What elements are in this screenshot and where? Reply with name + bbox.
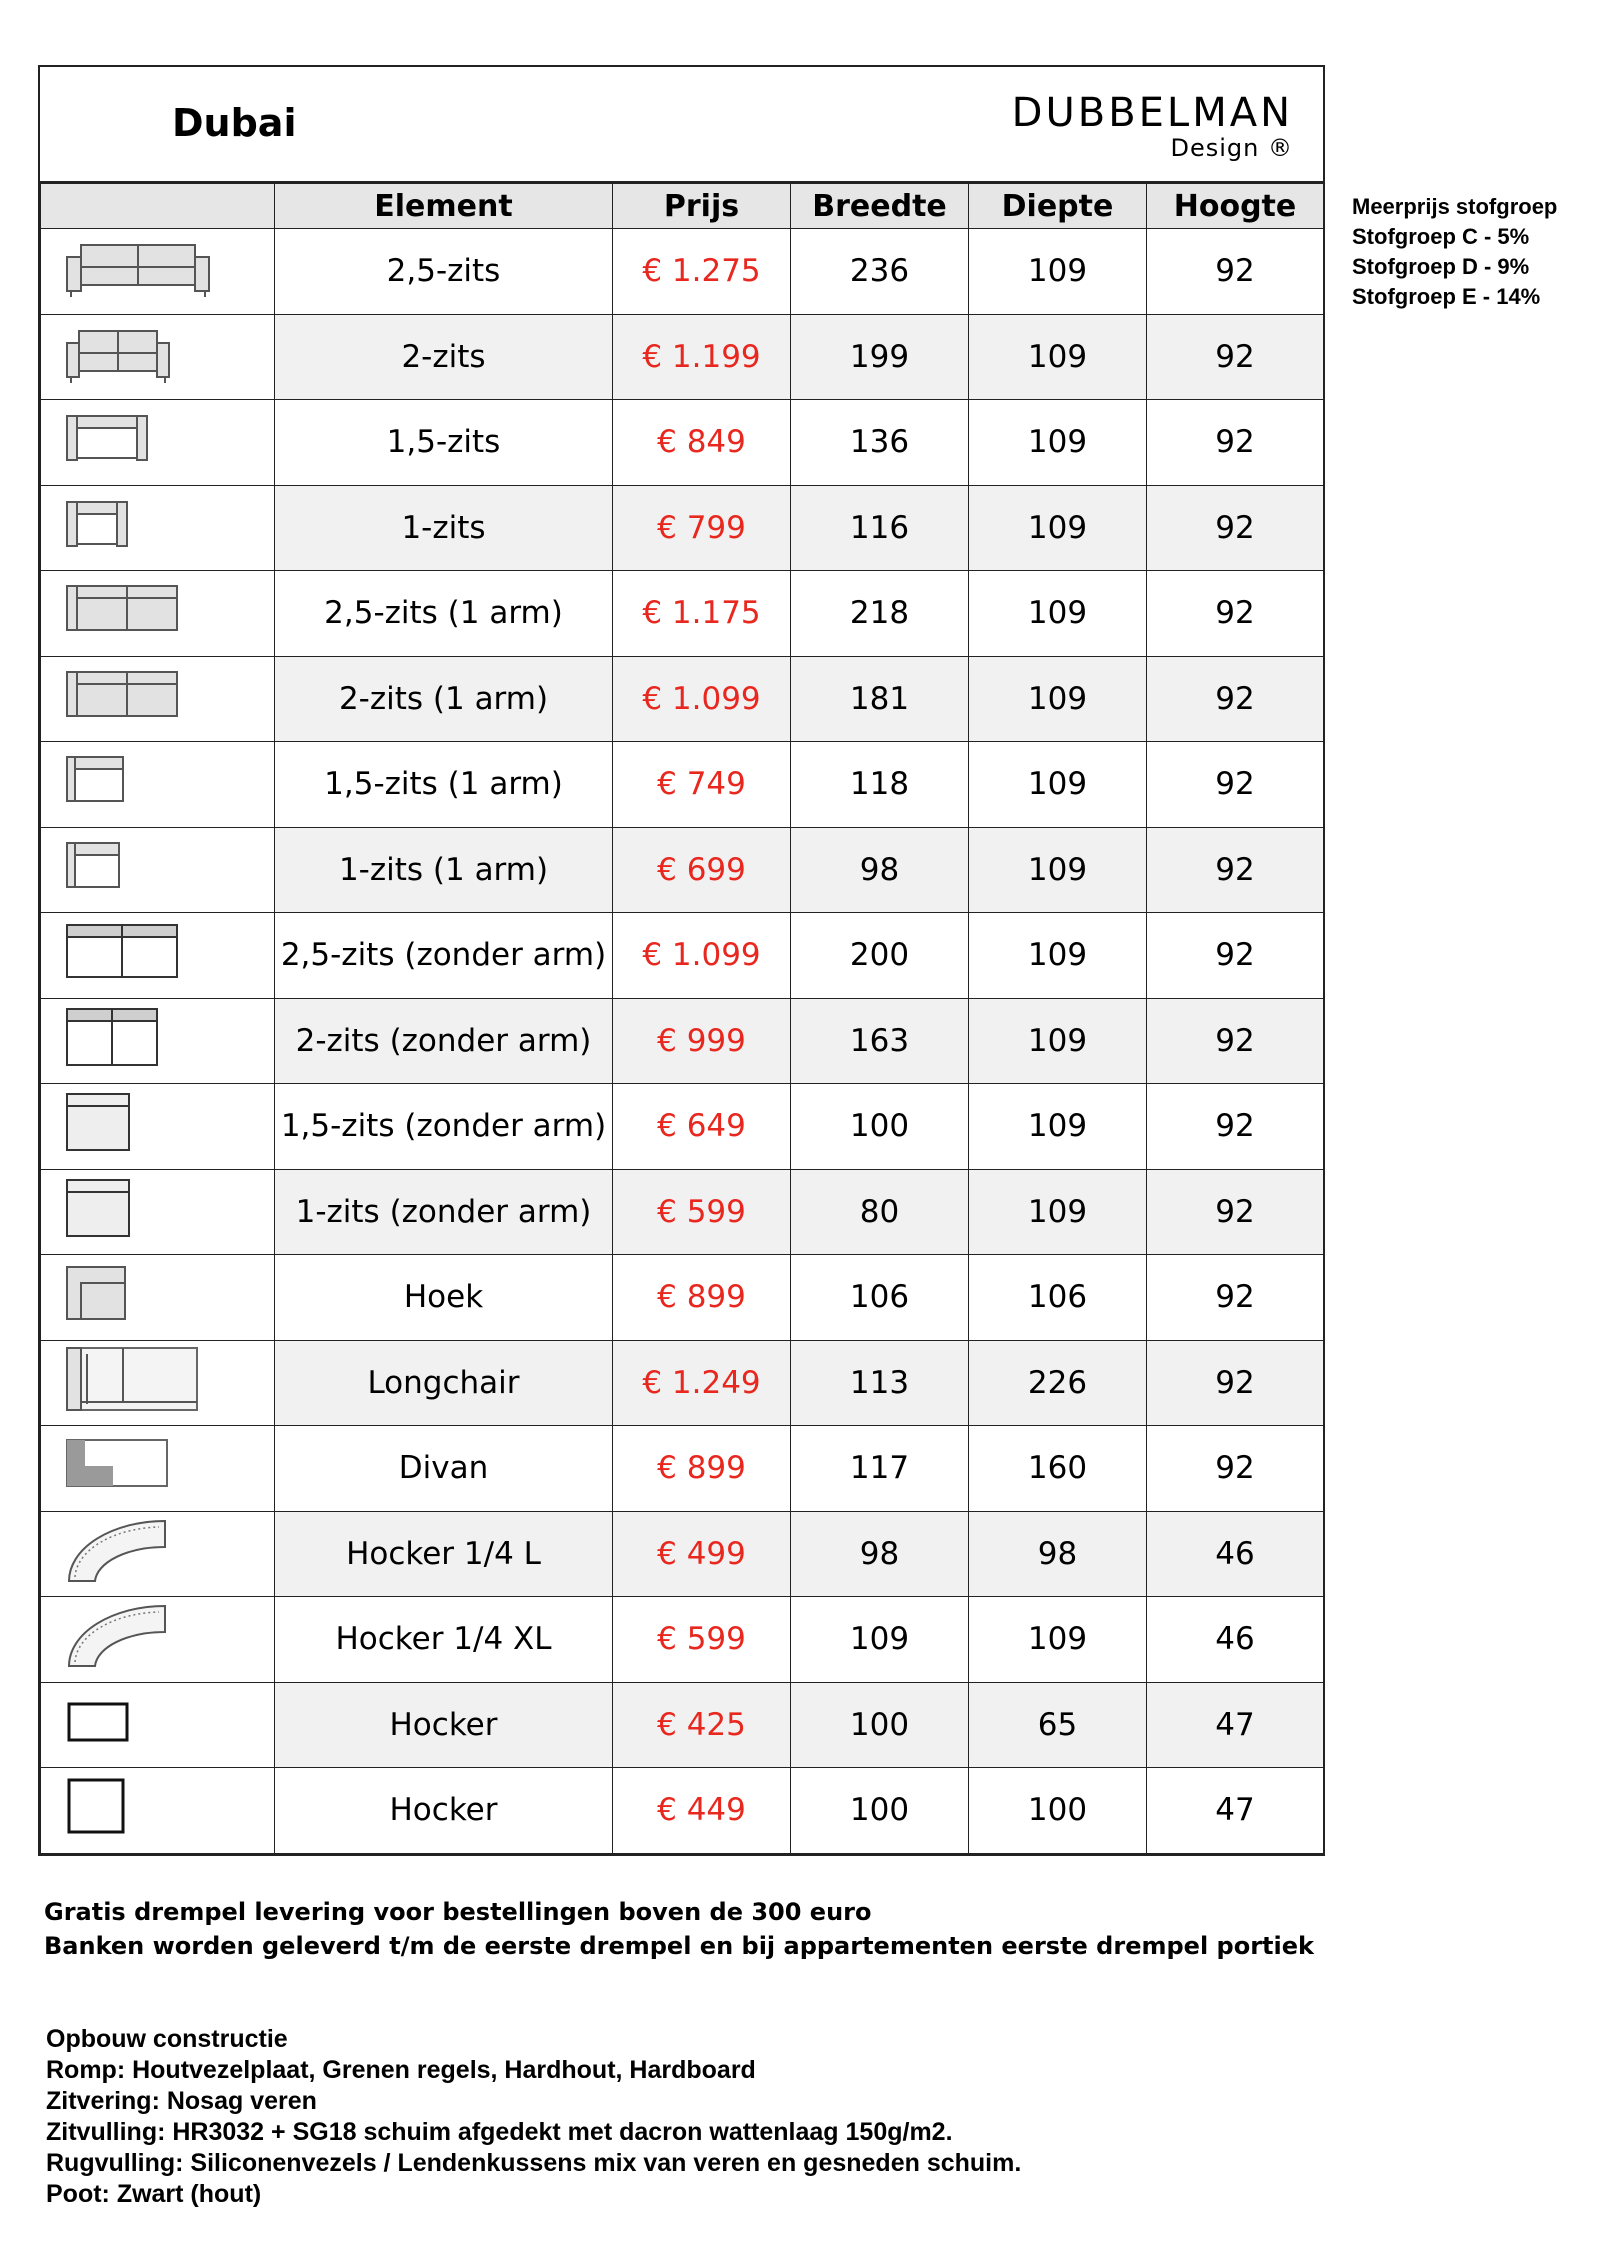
element-width: 163 [791, 998, 969, 1084]
surcharge-line: Stofgroep E - 14% [1352, 284, 1541, 309]
element-price: € 799 [613, 485, 791, 571]
element-icon-cell [41, 742, 275, 828]
element-height: 47 [1147, 1768, 1324, 1854]
table-row [41, 1682, 1324, 1768]
element-name: 2-zits [275, 314, 613, 400]
element-name: Hocker [275, 1682, 613, 1768]
element-name: Hocker 1/4 L [275, 1511, 613, 1597]
sofa-2-5-seat-icon [63, 235, 213, 307]
element-depth: 109 [969, 998, 1147, 1084]
element-name: 1,5-zits [275, 400, 613, 486]
element-depth: 109 [969, 571, 1147, 657]
table-row [41, 1597, 1324, 1683]
element-height: 92 [1147, 998, 1324, 1084]
sofa-1-5-seat-armless-icon [63, 1090, 133, 1162]
brand-logo-name: DUBBELMAN [1011, 90, 1293, 136]
model-title: Dubai [172, 101, 297, 145]
table-row [41, 1426, 1324, 1512]
element-width: 116 [791, 485, 969, 571]
element-price: € 649 [613, 1084, 791, 1170]
element-icon-cell [41, 913, 275, 999]
element-name: 1-zits (zonder arm) [275, 1169, 613, 1255]
construction-line: Zitvering: Nosag veren [46, 2087, 317, 2115]
table-row [41, 1511, 1324, 1597]
element-height: 92 [1147, 742, 1324, 828]
element-name: 1-zits (1 arm) [275, 827, 613, 913]
element-width: 199 [791, 314, 969, 400]
table-row [41, 1340, 1324, 1426]
table-row [41, 827, 1324, 913]
column-header-icon [41, 184, 275, 229]
element-price: € 499 [613, 1511, 791, 1597]
element-depth: 100 [969, 1768, 1147, 1854]
element-width: 109 [791, 1597, 969, 1683]
element-depth: 98 [969, 1511, 1147, 1597]
sofa-1-5-seat-icon [63, 410, 153, 474]
element-width: 236 [791, 229, 969, 315]
element-depth: 226 [969, 1340, 1147, 1426]
construction-line: Rugvulling: Siliconenvezels / Lendenkussens mix van veren en gesneden schuim. [46, 2149, 1022, 2177]
element-height: 92 [1147, 314, 1324, 400]
element-depth: 109 [969, 229, 1147, 315]
table-row [41, 1255, 1324, 1341]
element-price: € 749 [613, 742, 791, 828]
fabric-surcharge-info [1352, 192, 1557, 312]
table-row [41, 314, 1324, 400]
element-width: 98 [791, 827, 969, 913]
construction-info [46, 2024, 1021, 2210]
element-price: € 699 [613, 827, 791, 913]
element-width: 100 [791, 1768, 969, 1854]
element-width: 200 [791, 913, 969, 999]
element-icon-cell [41, 400, 275, 486]
divan-icon [63, 1436, 173, 1500]
sofa-1-seat-icon [63, 496, 133, 560]
element-name: 1,5-zits (zonder arm) [275, 1084, 613, 1170]
element-depth: 65 [969, 1682, 1147, 1768]
element-icon-cell [41, 998, 275, 1084]
table-body [41, 229, 1324, 1854]
element-width: 80 [791, 1169, 969, 1255]
sofa-1-seat-armless-icon [63, 1176, 133, 1248]
element-width: 181 [791, 656, 969, 742]
column-header-price: Prijs [613, 184, 791, 229]
element-depth: 106 [969, 1255, 1147, 1341]
element-price: € 999 [613, 998, 791, 1084]
element-height: 92 [1147, 1084, 1324, 1170]
element-price: € 449 [613, 1768, 791, 1854]
sofa-2-5-seat-armless-icon [63, 921, 183, 989]
column-header-element: Element [275, 184, 613, 229]
element-width: 136 [791, 400, 969, 486]
element-icon-cell [41, 827, 275, 913]
element-name: Hoek [275, 1255, 613, 1341]
element-depth: 109 [969, 827, 1147, 913]
column-header-width: Breedte [791, 184, 969, 229]
delivery-note: Banken worden geleverd t/m de eerste drempel en bij appartementen eerste drempel portiek [44, 1932, 1314, 1960]
hocker-quarter-l-icon [63, 1515, 173, 1593]
table-row [41, 913, 1324, 999]
element-width: 100 [791, 1682, 969, 1768]
element-icon-cell [41, 1340, 275, 1426]
element-width: 98 [791, 1511, 969, 1597]
element-name: 2-zits (1 arm) [275, 656, 613, 742]
element-height: 92 [1147, 1255, 1324, 1341]
price-sheet [38, 65, 1325, 1856]
element-height: 47 [1147, 1682, 1324, 1768]
element-depth: 109 [969, 1597, 1147, 1683]
element-icon-cell [41, 485, 275, 571]
element-depth: 109 [969, 400, 1147, 486]
column-header-depth: Diepte [969, 184, 1147, 229]
element-depth: 160 [969, 1426, 1147, 1512]
price-table [40, 183, 1324, 1854]
element-name: Hocker [275, 1768, 613, 1854]
construction-heading: Opbouw constructie [46, 2025, 288, 2053]
element-width: 117 [791, 1426, 969, 1512]
element-icon-cell [41, 1084, 275, 1170]
element-height: 92 [1147, 571, 1324, 657]
element-height: 92 [1147, 656, 1324, 742]
element-name: 1,5-zits (1 arm) [275, 742, 613, 828]
element-name: Hocker 1/4 XL [275, 1597, 613, 1683]
element-depth: 109 [969, 1084, 1147, 1170]
sofa-1-seat-one-arm-icon [63, 839, 133, 901]
element-height: 92 [1147, 485, 1324, 571]
element-depth: 109 [969, 913, 1147, 999]
element-icon-cell [41, 1682, 275, 1768]
element-name: 2,5-zits [275, 229, 613, 315]
surcharge-title: Meerprijs stofgroep [1352, 194, 1558, 219]
element-width: 113 [791, 1340, 969, 1426]
element-name: 1-zits [275, 485, 613, 571]
element-height: 92 [1147, 1169, 1324, 1255]
element-price: € 425 [613, 1682, 791, 1768]
construction-line: Zitvulling: HR3032 + SG18 schuim afgedekt met dacron wattenlaag 150g/m2. [46, 2118, 953, 2146]
hocker-square-icon [63, 1776, 129, 1844]
element-name: Longchair [275, 1340, 613, 1426]
table-row [41, 998, 1324, 1084]
element-price: € 1.275 [613, 229, 791, 315]
delivery-note: Gratis drempel levering voor bestellingen boven de 300 euro [44, 1898, 872, 1926]
element-icon-cell [41, 1255, 275, 1341]
table-row [41, 1169, 1324, 1255]
element-name: Divan [275, 1426, 613, 1512]
element-icon-cell [41, 571, 275, 657]
element-height: 92 [1147, 827, 1324, 913]
element-icon-cell [41, 1426, 275, 1512]
element-height: 92 [1147, 1340, 1324, 1426]
element-icon-cell [41, 1511, 275, 1597]
element-price: € 1.199 [613, 314, 791, 400]
element-price: € 599 [613, 1169, 791, 1255]
element-depth: 109 [969, 1169, 1147, 1255]
element-price: € 1.099 [613, 913, 791, 999]
element-height: 92 [1147, 229, 1324, 315]
construction-line: Romp: Houtvezelplaat, Grenen regels, Hardhout, Hardboard [46, 2056, 756, 2084]
element-icon-cell [41, 1169, 275, 1255]
table-row [41, 1084, 1324, 1170]
sofa-2-seat-armless-icon [63, 1005, 163, 1077]
sofa-2-seat-icon [63, 321, 173, 393]
brand-logo-subtitle: Design ® [1170, 134, 1293, 162]
element-icon-cell [41, 229, 275, 315]
element-icon-cell [41, 1597, 275, 1683]
corner-element-icon [63, 1263, 133, 1331]
element-height: 92 [1147, 913, 1324, 999]
sofa-2-5-seat-one-arm-icon [63, 582, 183, 644]
element-height: 46 [1147, 1597, 1324, 1683]
column-header-height: Hoogte [1147, 184, 1324, 229]
element-height: 46 [1147, 1511, 1324, 1597]
sofa-1-5-seat-one-arm-icon [63, 753, 133, 815]
element-width: 118 [791, 742, 969, 828]
sofa-2-seat-one-arm-icon [63, 668, 183, 730]
element-name: 2-zits (zonder arm) [275, 998, 613, 1084]
sheet-header [40, 67, 1323, 183]
table-row [41, 571, 1324, 657]
element-icon-cell [41, 656, 275, 742]
element-price: € 1.249 [613, 1340, 791, 1426]
element-depth: 109 [969, 314, 1147, 400]
table-row [41, 485, 1324, 571]
delivery-notes [44, 1895, 1314, 1963]
element-icon-cell [41, 314, 275, 400]
table-row [41, 400, 1324, 486]
element-name: 2,5-zits (1 arm) [275, 571, 613, 657]
element-height: 92 [1147, 400, 1324, 486]
longchair-icon [63, 1344, 203, 1422]
table-row [41, 742, 1324, 828]
table-row [41, 1768, 1324, 1854]
surcharge-line: Stofgroep D - 9% [1352, 254, 1530, 279]
element-depth: 109 [969, 656, 1147, 742]
element-name: 2,5-zits (zonder arm) [275, 913, 613, 999]
table-row [41, 656, 1324, 742]
element-height: 92 [1147, 1426, 1324, 1512]
element-price: € 849 [613, 400, 791, 486]
element-price: € 1.175 [613, 571, 791, 657]
surcharge-line: Stofgroep C - 5% [1352, 224, 1530, 249]
element-price: € 1.099 [613, 656, 791, 742]
element-width: 100 [791, 1084, 969, 1170]
table-header-row [41, 184, 1324, 229]
construction-line: Poot: Zwart (hout) [46, 2180, 262, 2208]
element-depth: 109 [969, 485, 1147, 571]
element-price: € 899 [613, 1426, 791, 1512]
hocker-quarter-xl-icon [63, 1600, 173, 1678]
element-price: € 899 [613, 1255, 791, 1341]
element-icon-cell [41, 1768, 275, 1854]
hocker-rect-icon [63, 1698, 133, 1752]
element-depth: 109 [969, 742, 1147, 828]
table-row [41, 229, 1324, 315]
element-width: 218 [791, 571, 969, 657]
brand-logo [1012, 91, 1293, 161]
element-price: € 599 [613, 1597, 791, 1683]
element-width: 106 [791, 1255, 969, 1341]
